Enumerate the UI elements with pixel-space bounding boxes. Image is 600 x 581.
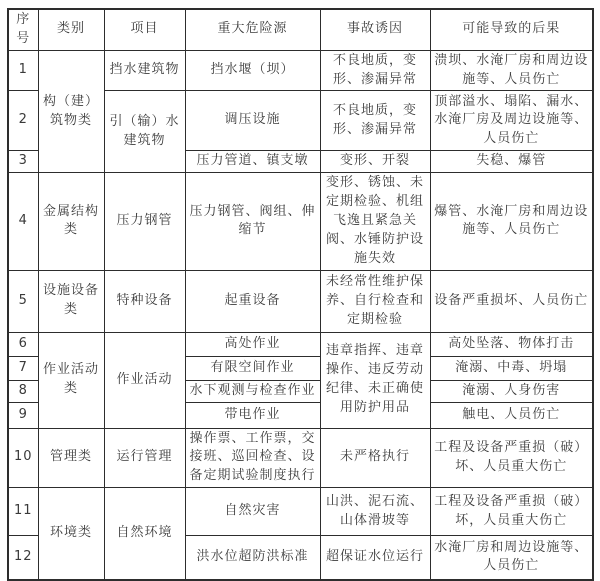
header-row (8, 9, 593, 50)
cause-cell: 变形、锈蚀、未定期检验、机组飞逸且紧急关阀、水锤防护设施失效 (320, 173, 430, 270)
project-cell: 压力钢管 (104, 173, 185, 270)
consequence-cell: 水淹厂房和周边设施等、人员伤亡 (430, 536, 593, 580)
header-project: 项目 (104, 9, 185, 50)
table-row (8, 488, 593, 536)
row-no: 9 (8, 402, 38, 428)
hazard-cell: 操作票、工作票，交接班、巡回检查、设备定期试验制度执行 (185, 428, 320, 488)
consequence-cell: 淹溺、人身伤害 (430, 380, 593, 402)
hazard-cell: 水下观测与检查作业 (185, 380, 320, 402)
hazard-cell: 起重设备 (185, 270, 320, 332)
category-cell: 作业活动类 (38, 332, 104, 428)
hazard-cell: 调压设施 (185, 91, 320, 151)
cause-cell: 超保证水位运行 (320, 536, 430, 580)
project-cell: 作业活动 (104, 332, 185, 428)
hazard-cell: 高处作业 (185, 332, 320, 356)
table-row (8, 50, 593, 91)
row-no: 3 (8, 151, 38, 173)
consequence-cell: 触电、人员伤亡 (430, 402, 593, 428)
category-cell: 金属结构类 (38, 173, 104, 270)
consequence-cell: 爆管、水淹厂房和周边设施等、人员伤亡 (430, 173, 593, 270)
consequence-cell: 顶部溢水、塌陷、漏水、水淹厂房及周边设施等、人员伤亡 (430, 91, 593, 151)
cause-cell: 违章指挥、违章操作、违反劳动纪律、未正确使用防护用品 (320, 332, 430, 428)
row-no: 2 (8, 91, 38, 151)
row-no: 8 (8, 380, 38, 402)
hazard-cell: 洪水位超防洪标准 (185, 536, 320, 580)
row-no: 10 (8, 428, 38, 488)
consequence-cell: 设备严重损坏、人员伤亡 (430, 270, 593, 332)
header-serial: 序号 (8, 9, 38, 50)
category-cell: 管理类 (38, 428, 104, 488)
project-cell: 运行管理 (104, 428, 185, 488)
row-no: 7 (8, 356, 38, 380)
row-no: 4 (8, 173, 38, 270)
project-cell: 自然环境 (104, 488, 185, 580)
consequence-cell: 失稳、爆管 (430, 151, 593, 173)
header-hazard-source: 重大危险源 (185, 9, 320, 50)
category-cell: 环境类 (38, 488, 104, 580)
consequence-cell: 溃坝、水淹厂房和周边设施等、人员伤亡 (430, 50, 593, 91)
table-row (8, 332, 593, 356)
hazard-cell: 压力钢管、阀组、伸缩节 (185, 173, 320, 270)
row-no: 12 (8, 536, 38, 580)
project-cell: 引（输）水建筑物 (104, 91, 185, 173)
hazard-cell: 带电作业 (185, 402, 320, 428)
header-category: 类别 (38, 9, 104, 50)
table-row (8, 428, 593, 488)
row-no: 1 (8, 50, 38, 91)
cause-cell: 山洪、泥石流、山体滑坡等 (320, 488, 430, 536)
cause-cell: 不良地质，变形、渗漏异常 (320, 91, 430, 151)
cause-cell: 变形、开裂 (320, 151, 430, 173)
category-cell: 构（建）筑物类 (38, 50, 104, 173)
consequence-cell: 工程及设备严重损（破）坏，人员重大伤亡 (430, 488, 593, 536)
category-cell: 设施设备类 (38, 270, 104, 332)
consequence-cell: 高处坠落、物体打击 (430, 332, 593, 356)
consequence-cell: 淹溺、中毒、坍塌 (430, 356, 593, 380)
cause-cell: 未经常性维护保养、自行检查和定期检验 (320, 270, 430, 332)
hazard-cell: 自然灾害 (185, 488, 320, 536)
hazard-source-table (7, 8, 594, 581)
hazard-cell: 挡水堰（坝） (185, 50, 320, 91)
consequence-cell: 工程及设备严重损（破）坏、人员重大伤亡 (430, 428, 593, 488)
table-row (8, 173, 593, 270)
project-cell: 挡水建筑物 (104, 50, 185, 91)
row-no: 5 (8, 270, 38, 332)
row-no: 6 (8, 332, 38, 356)
project-cell: 特种设备 (104, 270, 185, 332)
header-accident-cause: 事故诱因 (320, 9, 430, 50)
row-no: 11 (8, 488, 38, 536)
cause-cell: 未严格执行 (320, 428, 430, 488)
hazard-cell: 压力管道、镇支墩 (185, 151, 320, 173)
header-consequence: 可能导致的后果 (430, 9, 593, 50)
hazard-cell: 有限空间作业 (185, 356, 320, 380)
cause-cell: 不良地质，变形、渗漏异常 (320, 50, 430, 91)
table-row (8, 270, 593, 332)
